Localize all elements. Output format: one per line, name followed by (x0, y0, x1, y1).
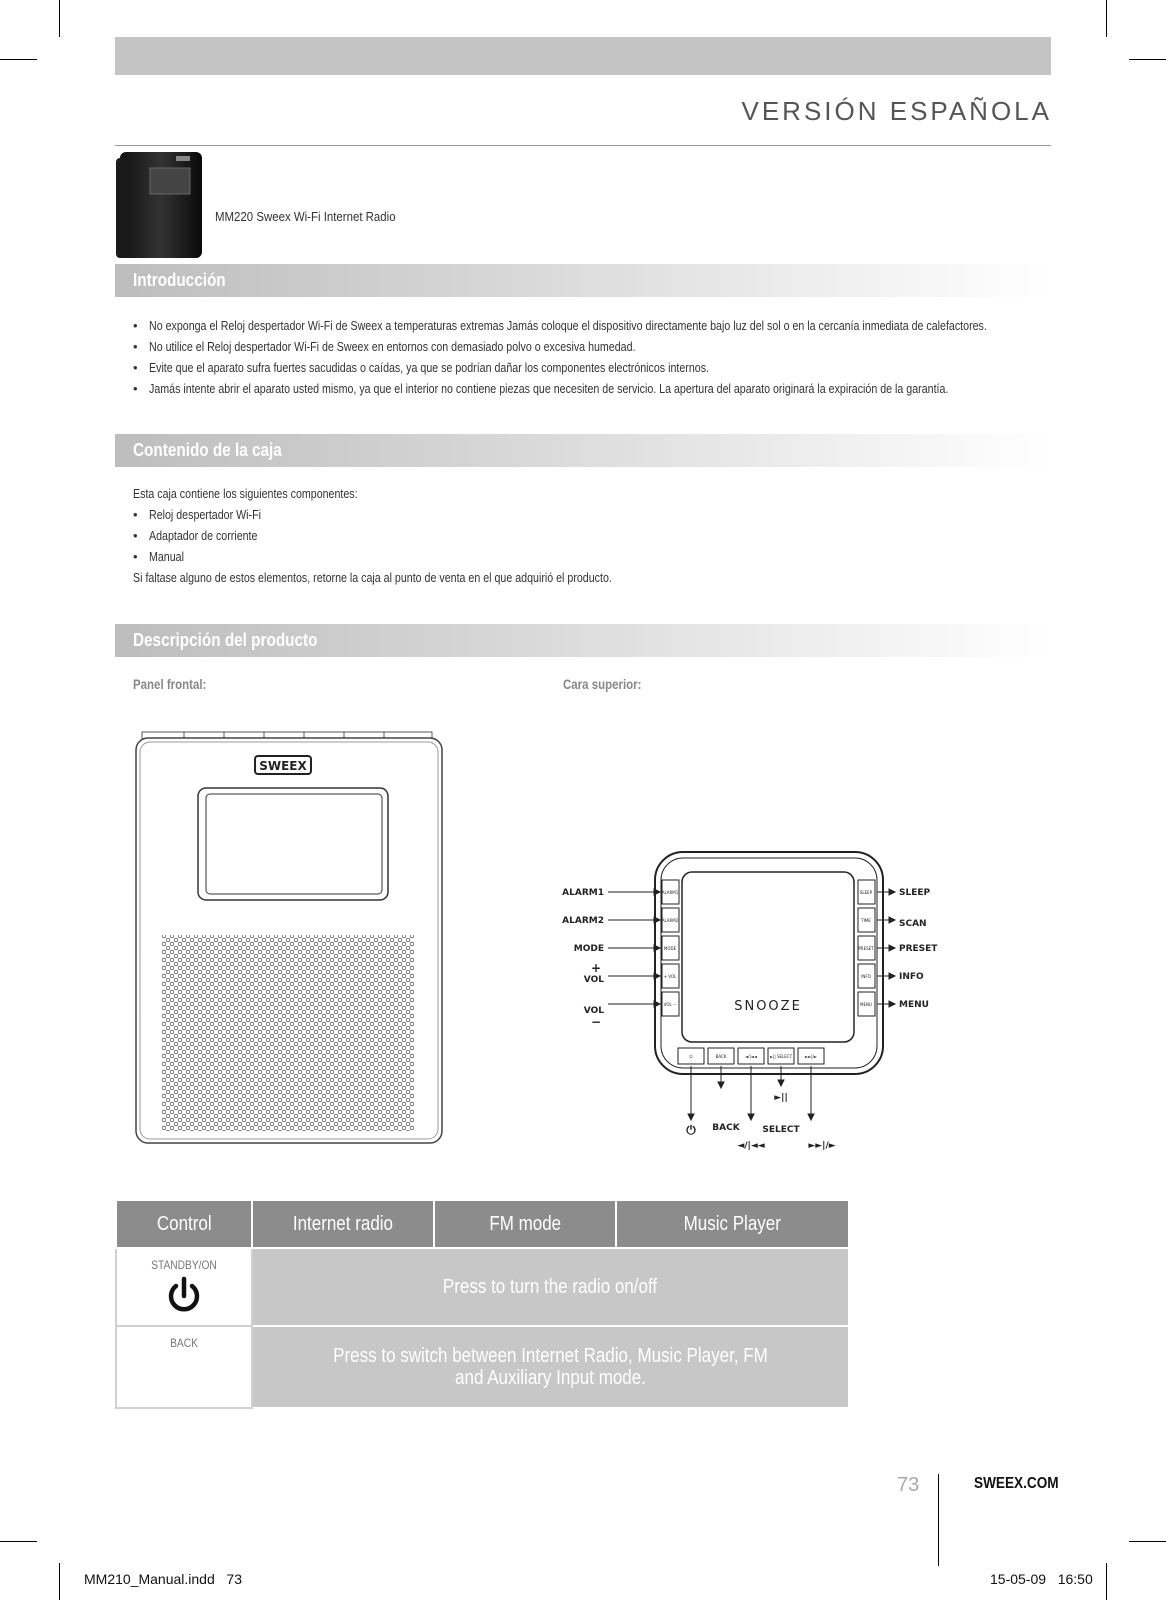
control-table (115, 1199, 850, 1409)
power-icon (162, 1274, 206, 1318)
mini-button-label: ALARM1 (661, 890, 679, 895)
label-power: ⏻ (686, 1123, 696, 1137)
crop-mark (59, 0, 60, 37)
contenido-outro: Si faltase alguno de estos elementos, retorne la caja al punto de venta en el que adquirió el producto. (133, 570, 612, 585)
header-bar (115, 37, 1051, 75)
list-item: • No utilice el Reloj despertador Wi-Fi de Sweex en entornos con demasiado polvo o excesiva humedad. (133, 339, 636, 354)
snooze-label: SNOOZE (734, 999, 802, 1014)
description-cell: Press to switch between Internet Radio, Music Player, FM and Auxiliary Input mode. (252, 1326, 849, 1408)
product-caption: MM220 Sweex Wi-Fi Internet Radio (215, 209, 396, 224)
mini-button-label: ►►|/► (805, 1054, 817, 1059)
control-cell (116, 1248, 252, 1326)
mini-button-label: INFO (861, 974, 871, 979)
label-next: ►►|/► (808, 1141, 836, 1151)
column-header: Music Player (616, 1200, 849, 1248)
product-photo (116, 150, 204, 262)
table-header-row (116, 1200, 849, 1248)
page-number: 73 (897, 1474, 920, 1496)
print-date: 15-05-09 16:50 (990, 1571, 1093, 1587)
mini-button-label: TIME (861, 918, 871, 923)
column-header: FM mode (434, 1200, 616, 1248)
mini-button-label: PRESET (858, 946, 874, 951)
mini-button-label: BACK (715, 1054, 727, 1059)
list-item: • No exponga el Reloj despertador Wi-Fi de Sweex a temperaturas extremas Jamás coloque el dispositivo directamente bajo luz del sol o en la cercanía inmediata de calefactores. (133, 318, 987, 333)
intro-list (133, 315, 1166, 399)
list-item: • Evite que el aparato sufra fuertes sacudidas o caídas, ya que se podrían dañar los componentes electrónicos internos. (133, 360, 709, 375)
label-vol-minus: − (590, 1015, 602, 1029)
column-header: Control (116, 1200, 252, 1248)
front-panel-diagram (134, 730, 446, 1146)
contenido-list (133, 504, 286, 567)
top-panel-diagram (560, 850, 980, 1160)
label-select: SELECT (762, 1125, 800, 1135)
control-cell (116, 1326, 252, 1408)
crop-mark (1106, 0, 1107, 37)
contenido-intro: Esta caja contiene los siguientes componentes: (133, 486, 358, 501)
crop-mark (1129, 1541, 1166, 1542)
label-info: INFO (899, 972, 924, 982)
label-prev: ◄/|◄◄ (737, 1141, 765, 1151)
description-cell: Press to turn the radio on/off (252, 1248, 849, 1326)
language-title: VERSIÓN ESPAÑOLA (741, 96, 1052, 126)
crop-mark (0, 59, 37, 60)
mini-button-label: SLEEP (859, 890, 873, 895)
crop-mark (59, 1563, 60, 1600)
mini-button-label: MENU (860, 1002, 872, 1007)
control-label: BACK (170, 1336, 198, 1350)
label-scan: SCAN (899, 919, 927, 929)
label-vol-up: VOL (583, 975, 604, 985)
label-preset: PRESET (899, 944, 938, 954)
header-divider (115, 145, 1051, 146)
sweex-logo-text: SWEEX (259, 759, 307, 773)
label-sleep: SLEEP (899, 888, 931, 898)
label-vol-plus: + (590, 961, 602, 975)
list-item: • Adaptador de corriente (133, 528, 258, 543)
right-button-column (858, 880, 875, 1016)
label-play: ►|| (774, 1093, 788, 1103)
front-panel-label: Panel frontal: (133, 676, 207, 692)
label-alarm1: ALARM1 (562, 888, 604, 898)
label-mode: MODE (573, 944, 604, 954)
label-vol-down: VOL (583, 1006, 604, 1016)
table-row (116, 1248, 849, 1326)
file-name: MM210_Manual.indd 73 (84, 1571, 242, 1587)
site-url: SWEEX.COM (974, 1475, 1059, 1492)
mini-button-label: ◄/|◄◄ (745, 1054, 757, 1059)
bottom-button-row (678, 1048, 824, 1064)
top-panel-label: Cara superior: (563, 676, 642, 692)
crop-mark (0, 1541, 37, 1542)
mini-button-label: ALARM2 (661, 918, 679, 923)
label-back: BACK (712, 1123, 740, 1133)
list-item: • Reloj despertador Wi-Fi (133, 507, 261, 522)
list-item: • Jamás intente abrir el aparato usted mismo, ya que el interior no contiene piezas que necesiten de servicio. La apertura del aparato originará la expiración de la garantía. (133, 381, 949, 396)
footer-divider (938, 1474, 939, 1566)
crop-mark (1106, 1563, 1107, 1600)
list-item: • Manual (133, 549, 184, 564)
table-row (116, 1326, 849, 1408)
mini-button-label: VOL − (663, 1002, 677, 1007)
label-alarm2: ALARM2 (562, 916, 604, 926)
mini-button-label: ⏻ (689, 1054, 693, 1059)
left-button-column (662, 880, 679, 1016)
control-label: STANDBY/ON (151, 1258, 217, 1272)
section-header-contenido: Contenido de la caja (115, 434, 1051, 467)
crop-mark (1129, 59, 1166, 60)
section-header-descripcion: Descripción del producto (115, 624, 1051, 657)
column-header: Internet radio (252, 1200, 434, 1248)
section-header-introduccion: Introducción (115, 264, 1051, 297)
mini-button-label: ►|| SELECT (769, 1054, 793, 1059)
mini-button-label: + VOL (663, 974, 677, 979)
mini-button-label: MODE (663, 946, 677, 951)
label-menu: MENU (899, 1000, 929, 1010)
